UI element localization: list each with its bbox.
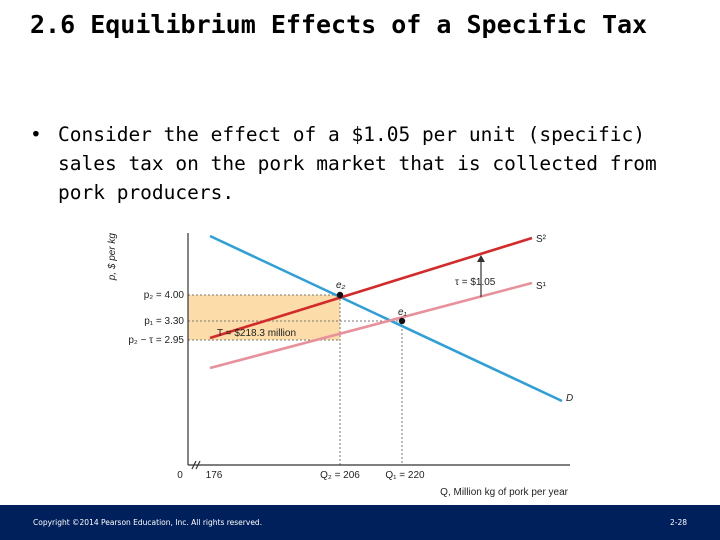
footer-bar xyxy=(0,505,720,540)
supply-curve-after-tax xyxy=(210,238,532,338)
bullet-text: Consider the effect of a $1.05 per unit (specific) sales tax on the pork market that is collected from pork producers. xyxy=(58,123,657,204)
equilibrium-point-e1 xyxy=(399,318,405,324)
y-axis-label: p, $ per kg xyxy=(107,233,118,281)
tick-label-q1: Q₁ = 220 xyxy=(385,470,425,481)
slide-title: 2.6 Equilibrium Effects of a Specific Tax xyxy=(30,10,648,39)
tick-label-q2: Q₂ = 206 xyxy=(320,470,360,481)
tax-equilibrium-diagram xyxy=(100,225,600,505)
tax-label: τ = $1.05 xyxy=(455,277,496,288)
tick-label-origin: 0 xyxy=(177,470,183,481)
bullet-marker: • xyxy=(30,123,42,146)
point-label-e2: e₂ xyxy=(336,280,346,291)
tick-label-p1: p₁ = 3.30 xyxy=(144,316,184,327)
copyright-text: Copyright ©2014 Pearson Education, Inc. All rights reserved. xyxy=(33,518,263,527)
tick-label-p2-minus-tau: p₂ − τ = 2.95 xyxy=(128,335,184,346)
equilibrium-point-e2 xyxy=(337,292,343,298)
curve-label-d: D xyxy=(566,393,574,404)
x-axis-label: Q, Million kg of pork per year xyxy=(440,487,568,498)
curve-label-s2: S² xyxy=(536,234,546,245)
bullet-point xyxy=(30,120,690,207)
tick-label-176: 176 xyxy=(205,470,223,481)
page-number: 2-28 xyxy=(669,518,687,527)
point-label-e1: e₁ xyxy=(398,307,407,318)
axes xyxy=(188,233,570,469)
tax-arrow xyxy=(477,255,485,297)
tax-revenue-label: T = $218.3 million xyxy=(217,328,297,339)
curve-label-s1: S¹ xyxy=(536,281,546,292)
tick-label-p2: p₂ = 4.00 xyxy=(143,290,184,301)
